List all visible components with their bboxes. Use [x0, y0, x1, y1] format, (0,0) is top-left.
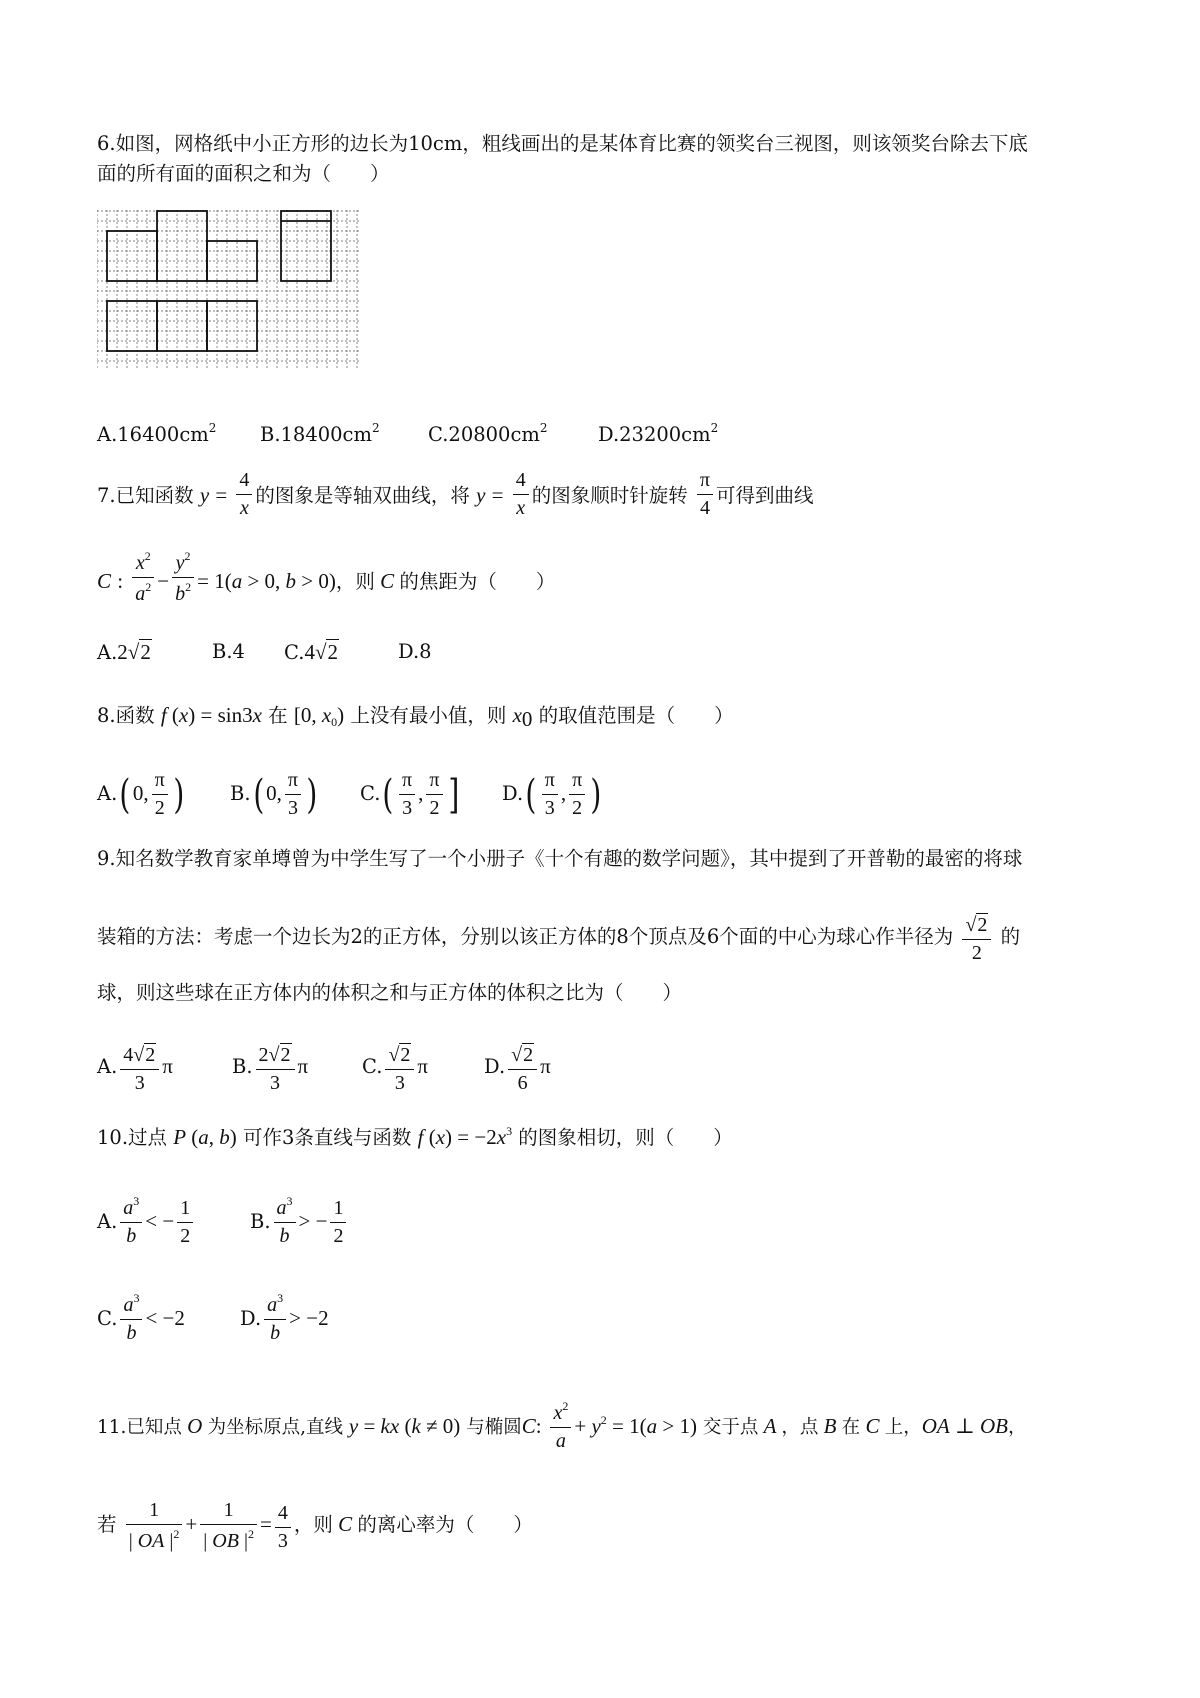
- q8-option-b: B.( 0, $\frac{\pi}{3}$ ): [230, 769, 318, 819]
- q9-option-d: D. $\frac{√2}{6}$ π: [484, 1044, 551, 1094]
- q6-option-c: $C.20800cm^2$: [428, 421, 548, 446]
- q7-option-a: A.2√2: [97, 640, 151, 664]
- q11-line2: 若 $\frac{1}{| OA |^2}$ + $\frac{1}{| OB |^2}$ = $\frac{4}{3}$ ，则 C 的离心率为（ ）: [97, 1499, 533, 1552]
- q7-option-d: D.8: [398, 640, 432, 663]
- q8-option-a: A.( 0, $\frac{\pi}{2}$ ): [97, 769, 185, 819]
- q9-line3: 球，则这些球在正方体内的体积之和与正方体的体积之比为（ ）: [97, 981, 683, 1004]
- q9-option-c: C. $\frac{√2}{3}$ π: [362, 1044, 429, 1094]
- q6-line1: 6.如图，网格纸中小正方形的边长为10cm，粗线画出的是某体育比赛的领奖台三视图，则该领奖台除去下底: [97, 132, 1028, 155]
- q6-line2: 面的所有面的面积之和为（ ）: [97, 162, 390, 185]
- q11-line1: 11.已知点 O 为坐标原点,直线 y = kx (k ≠ 0) 与椭圆C: $\frac{x^2}{a}$ + $y^2 = 1(a > 1)$ 交于点 A ，点 B 在 C 上，OA ⊥ OB，: [97, 1399, 1027, 1452]
- q9-option-a: A. $\frac{4√2}{3}$ π: [97, 1044, 173, 1094]
- q9-line2: 装箱的方法：考虑一个边长为2的正方体，分别以该正方体的8个顶点及6个面的中心为球心作半径为 $\frac{√2}{2}$ 的: [97, 914, 1021, 964]
- q6-option-d: $D.23200cm^2$: [598, 421, 719, 446]
- q7-line1: 7.已知函数 y = $\frac{4}{x}$ 的图象是等轴双曲线，将 y = $\frac{4}{x}$ 的图象顺时针旋转 $\frac{\pi}{4}$ 可得到曲线: [97, 469, 814, 519]
- q7-option-c: C.4√2: [284, 640, 338, 664]
- q10-option-d: D. $\frac{a^3}{b}$ > −2: [240, 1291, 329, 1344]
- q8-option-d: D.( $\frac{\pi}{3}$ , $\frac{\pi}{2}$ ): [502, 769, 602, 819]
- q8-option-c: C.( $\frac{\pi}{3}$ , $\frac{\pi}{2}$ ]: [360, 769, 459, 819]
- q10-line1: 10.过点 P (a, b) 可作3条直线与函数 f $(x) = -2x^3$ 的图象相切，则（ ）: [97, 1124, 733, 1149]
- q10-option-c: C. $\frac{a^3}{b}$ < −2: [97, 1291, 185, 1344]
- q9-option-b: B. $\frac{2√2}{3}$ π: [232, 1044, 309, 1094]
- q7-option-b: B.4: [212, 640, 245, 663]
- q6-option-b: $B.18400cm^2$: [260, 421, 380, 446]
- q10-option-b: B. $\frac{a^3}{b}$ > − $\frac{1}{2}$: [250, 1195, 349, 1247]
- q9-line1: 9.知名数学教育家单墫曾为中学生写了一个小册子《十个有趣的数学问题》，其中提到了开普勒的最密的将球: [97, 847, 1023, 870]
- q10-option-a: A. $\frac{a^3}{b}$ < − $\frac{1}{2}$: [97, 1195, 196, 1247]
- q6-option-a: $A.16400cm^2$: [97, 421, 217, 446]
- q8-line1: 8.函数 f (x) = sin3x 在 [0, $x_0$) 上没有最小值，则 $x_0$ 的取值范围是（ ）: [97, 703, 734, 731]
- three-view-grid-figure: [97, 210, 359, 368]
- q7-line2: C : $\frac{x^2}{a^2}$ − $\frac{y^2}{b^2}$ = 1(a > 0, b > 0)，则 C 的焦距为（ ）: [97, 549, 556, 605]
